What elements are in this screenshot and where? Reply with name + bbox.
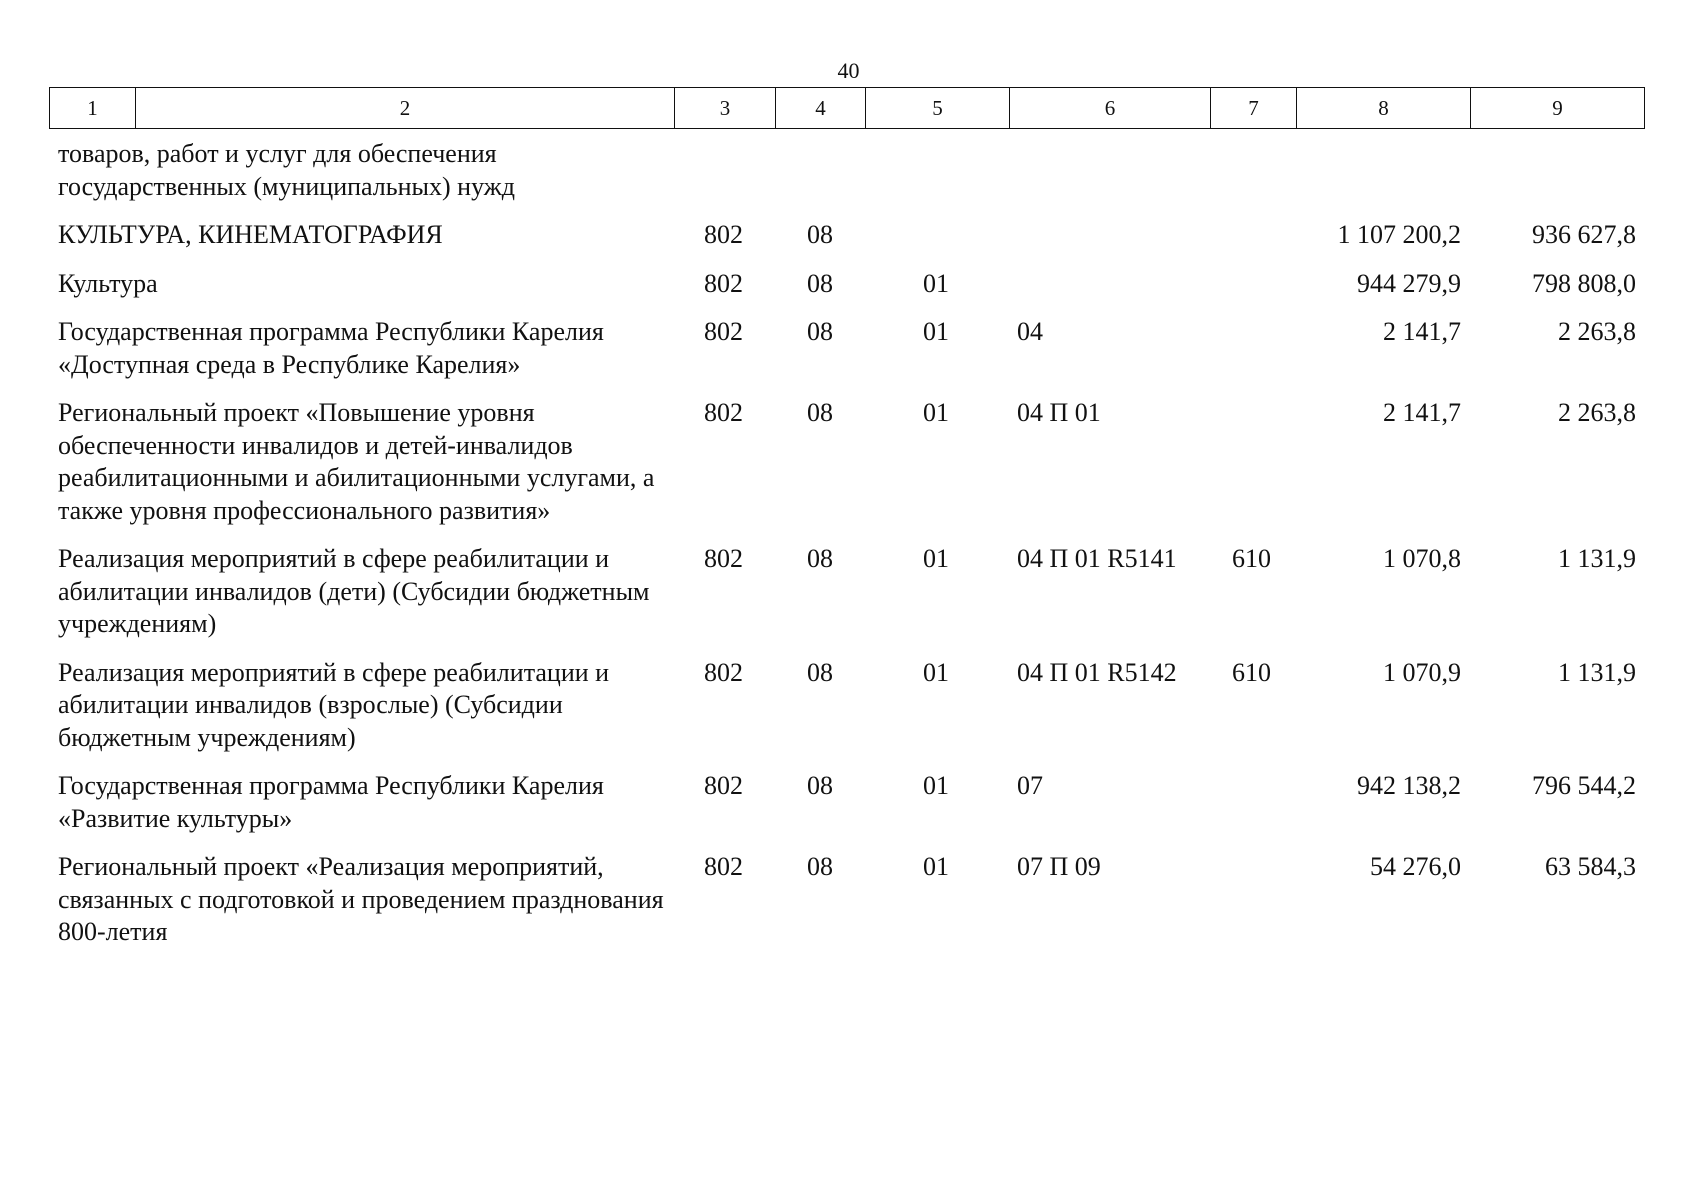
row-name: Государственная программа Республики Карелия «Доступная среда в Республике Карелия» [58, 317, 604, 379]
row-name: Региональный проект «Повышение уровня обеспеченности инвалидов и детей-инвалидов реабилитационными и абилитационными услугами, а также уровня профессионального развития» [58, 398, 655, 525]
row-col-6: 07 [1017, 771, 1043, 800]
row-name: Региональный проект «Реализация мероприятий, связанных с подготовкой и проведением празднования 800-летия [58, 852, 664, 946]
row-col-9: 2 263,8 [1558, 317, 1636, 346]
budget-table-body [49, 138, 1644, 965]
row-col-7 [1210, 219, 1296, 252]
table-row [49, 543, 1644, 641]
row-col-6: 07 П 09 [1017, 852, 1101, 881]
row-col-8: 944 279,9 [1357, 268, 1461, 298]
row-col-3: 802 [704, 317, 743, 346]
row-col-4: 08 [807, 220, 833, 249]
row-name: Реализация мероприятий в сфере реабилитации и абилитации инвалидов (дети) (Субсидии бюджетным учреждениям) [58, 544, 650, 638]
row-col-8: 1 107 200,2 [1337, 220, 1461, 249]
table-row [49, 268, 1644, 301]
row-col-7: 610 [1232, 657, 1271, 687]
row-col-9: 936 627,8 [1532, 220, 1636, 249]
row-col-4: 08 [807, 852, 833, 881]
row-col-6: 04 П 01 R5142 [1017, 657, 1177, 687]
row-col-9: 2 263,8 [1558, 398, 1636, 427]
row-col-4: 08 [807, 544, 833, 573]
row-col-7 [1210, 397, 1296, 527]
row-col-3: 802 [704, 771, 743, 800]
row-col-3: 802 [704, 268, 743, 298]
row-col-5: 01 [923, 544, 949, 573]
row-col-8: 54 276,0 [1370, 852, 1461, 881]
row-col-6 [1009, 138, 1210, 203]
row-col-5: 01 [923, 657, 949, 687]
table-row [49, 851, 1644, 949]
row-col-7 [1210, 770, 1296, 835]
header-col-5: 5 [866, 88, 1010, 129]
page-number: 40 [837, 58, 860, 83]
row-col-6: 04 [1017, 317, 1043, 346]
header-col-6: 6 [1010, 88, 1211, 129]
row-col-5: 01 [923, 771, 949, 800]
table-row [49, 657, 1644, 755]
row-col-5: 01 [923, 398, 949, 427]
row-col-9: 63 584,3 [1545, 852, 1636, 881]
column-number-header [49, 87, 1645, 129]
row-col-5: 01 [923, 268, 949, 298]
table-row [49, 397, 1644, 527]
row-name: Реализация мероприятий в сфере реабилитации и абилитации инвалидов (взрослые) (Субсидии бюджетным учреждениям) [58, 657, 610, 752]
row-col-5 [865, 219, 1009, 252]
row-name: Государственная программа Республики Карелия «Развитие культуры» [58, 771, 604, 833]
table-row [49, 138, 1644, 203]
row-col-9: 798 808,0 [1532, 268, 1636, 298]
row-col-4: 08 [807, 268, 833, 298]
row-col-9: 1 131,9 [1558, 657, 1636, 687]
header-col-9: 9 [1471, 88, 1645, 129]
row-col-8: 942 138,2 [1357, 771, 1461, 800]
row-col-3: 802 [704, 852, 743, 881]
table-row [49, 770, 1644, 835]
header-col-2: 2 [136, 88, 675, 129]
row-col-4: 08 [807, 771, 833, 800]
row-col-8: 1 070,8 [1383, 544, 1461, 573]
row-col-5: 01 [923, 317, 949, 346]
row-col-3: 802 [704, 220, 743, 249]
row-col-6 [1009, 219, 1210, 252]
row-col-7 [1210, 851, 1296, 949]
row-col-9: 1 131,9 [1558, 544, 1636, 573]
row-col-6: 04 П 01 [1017, 398, 1101, 427]
row-col-6: 04 П 01 R5141 [1017, 544, 1177, 573]
row-col-3: 802 [704, 398, 743, 427]
row-col-8: 1 070,9 [1383, 657, 1461, 687]
header-col-8: 8 [1297, 88, 1471, 129]
row-name: товаров, работ и услуг для обеспечения государственных (муниципальных) нужд [58, 139, 515, 201]
table-row [49, 219, 1644, 252]
row-col-7 [1210, 268, 1296, 301]
row-col-7: 610 [1232, 544, 1271, 573]
row-col-8 [1296, 138, 1470, 203]
header-col-3: 3 [675, 88, 776, 129]
row-col-3: 802 [704, 544, 743, 573]
row-col-9 [1470, 138, 1644, 203]
row-col-7 [1210, 316, 1296, 381]
row-col-3 [674, 138, 775, 203]
row-col-3: 802 [704, 657, 743, 687]
row-col-4: 08 [807, 398, 833, 427]
row-col-4: 08 [807, 657, 833, 687]
row-col-5 [865, 138, 1009, 203]
row-col-9: 796 544,2 [1532, 771, 1636, 800]
row-col-5: 01 [923, 852, 949, 881]
header-col-1: 1 [50, 88, 136, 129]
table-row [49, 316, 1644, 381]
header-col-7: 7 [1211, 88, 1297, 129]
row-col-6 [1009, 268, 1210, 301]
row-name: Культура [58, 268, 158, 298]
row-col-8: 2 141,7 [1383, 317, 1461, 346]
row-col-7 [1210, 138, 1296, 203]
row-col-8: 2 141,7 [1383, 398, 1461, 427]
header-col-4: 4 [776, 88, 866, 129]
row-col-4 [775, 138, 865, 203]
row-col-4: 08 [807, 317, 833, 346]
row-name: КУЛЬТУРА, КИНЕМАТОГРАФИЯ [58, 220, 443, 249]
